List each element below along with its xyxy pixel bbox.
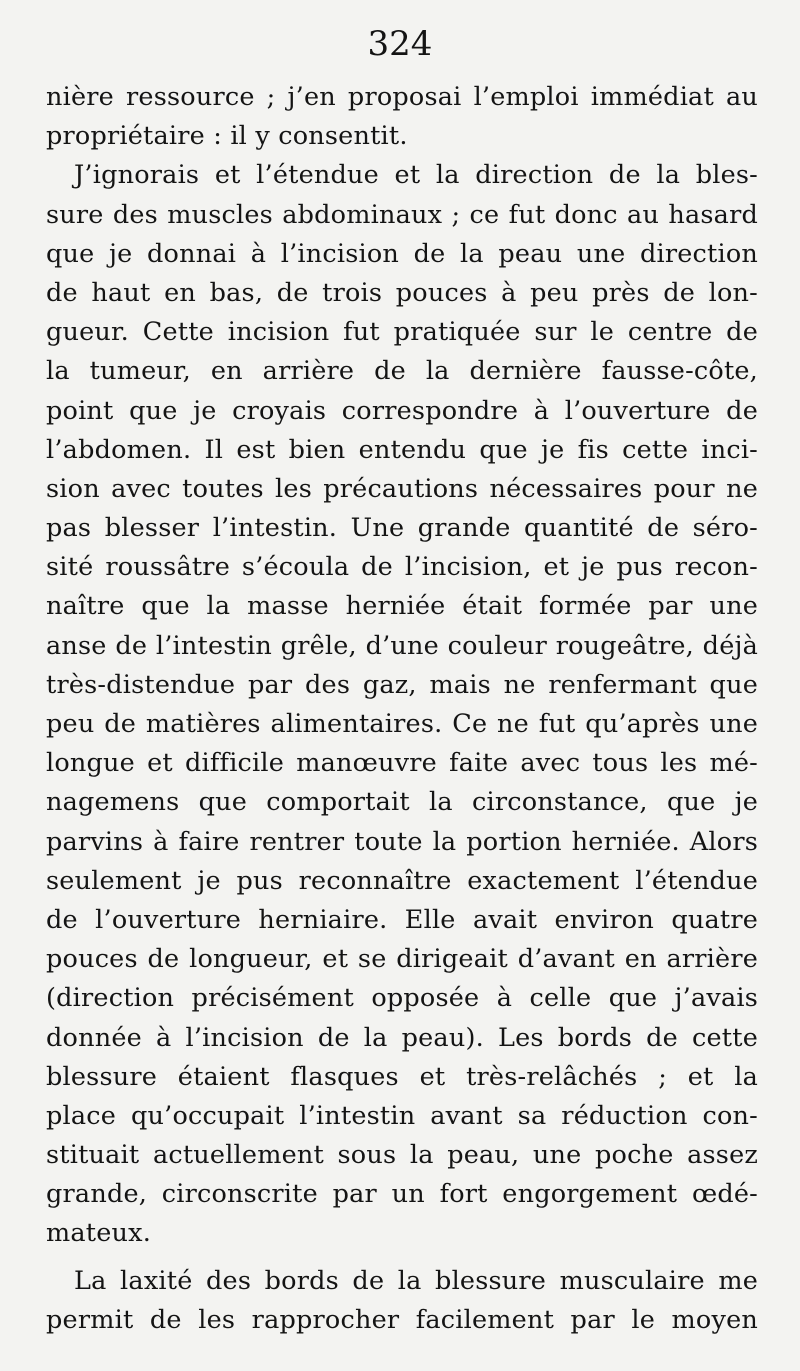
text-line: longue et difficile manœuvre faite avec tous les mé-: [46, 748, 758, 779]
text-line: naître que la masse herniée était formée par une: [46, 591, 758, 622]
text-line: l’abdomen. Il est bien entendu que je fis cette inci-: [46, 434, 758, 465]
text-line: parvins à faire rentrer toute la portion herniée. Alors: [46, 826, 758, 857]
text-line: donnée à l’incision de la peau). Les bords de cette: [46, 1022, 758, 1053]
text-line: sure des muscles abdominaux ; ce fut donc au hasard: [46, 199, 758, 230]
text-line: pas blesser l’intestin. Une grande quantité de séro-: [46, 513, 758, 544]
text-line: anse de l’intestin grêle, d’une couleur rougeâtre, déjà: [46, 630, 758, 661]
text-line: sité roussâtre s’écoula de l’incision, et je pus recon-: [46, 552, 758, 583]
text-line: J’ignorais et l’étendue et la direction de la bles-: [74, 160, 758, 191]
text-line: grande, circonscrite par un fort engorgement œdé-: [46, 1179, 758, 1210]
text-line: La laxité des bords de la blessure musculaire me: [74, 1265, 758, 1296]
body-text: [46, 78, 758, 1340]
text-line: sion avec toutes les précautions nécessaires pour ne: [46, 473, 758, 504]
text-line: très-distendue par des gaz, mais ne renfermant que: [46, 669, 758, 700]
text-line: point que je croyais correspondre à l’ouverture de: [46, 395, 758, 426]
text-line: mateux.: [46, 1218, 152, 1249]
page-number: 324: [367, 24, 433, 64]
text-line: nagemens que comportait la circonstance, que je: [46, 787, 758, 818]
text-line: peu de matières alimentaires. Ce ne fut qu’après une: [46, 709, 758, 739]
text-line: stituait actuellement sous la peau, une poche assez: [46, 1140, 758, 1171]
text-line: (direction précisément opposée à celle que j’avais: [46, 983, 758, 1014]
text-line: que je donnai à l’incision de la peau une direction: [46, 238, 758, 269]
text-line: seulement je pus reconnaître exactement l’étendue: [46, 865, 758, 896]
text-line: blessure étaient flasques et très-relâchés ; et la: [46, 1061, 758, 1092]
text-line: permit de les rapprocher facilement par le moyen: [46, 1304, 758, 1335]
text-line: gueur. Cette incision fut pratiquée sur le centre de: [46, 317, 758, 348]
text-line: propriétaire : il y consentit.: [46, 121, 408, 152]
paragraph-gap: [46, 1254, 758, 1262]
text-line: nière ressource ; j’en proposai l’emploi immédiat au: [46, 82, 758, 112]
text-line: pouces de longueur, et se dirigeait d’avant en arrière: [46, 944, 758, 975]
text-line: place qu’occupait l’intestin avant sa réduction con-: [46, 1100, 758, 1131]
text-line: de l’ouverture herniaire. Elle avait environ quatre: [46, 904, 758, 935]
text-line: la tumeur, en arrière de la dernière fausse-côte,: [46, 356, 758, 387]
text-line: de haut en bas, de trois pouces à peu près de lon-: [46, 277, 758, 308]
